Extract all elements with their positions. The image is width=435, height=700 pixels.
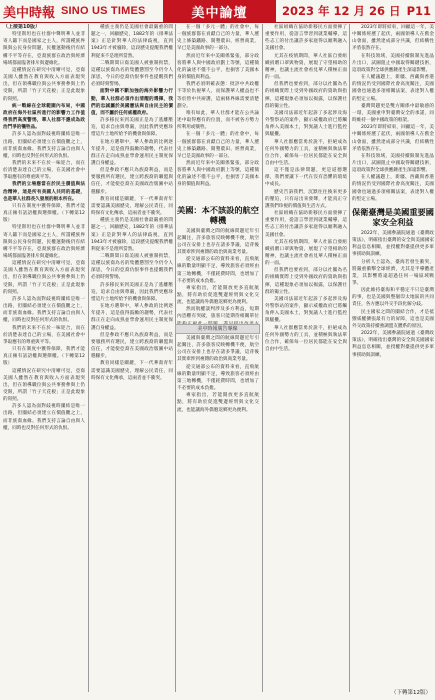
paragraph: 美國與臺灣之間的航線問題近年引起關注，許多旅客反映轉機不便，航空公司在安排上也存在諸多爭議，這背後其實牽涉到複雜的政治與商業考量。 [177, 335, 259, 363]
section-title: 美中論壇 [163, 0, 276, 22]
paragraph: 許多移民來到美國正是為了逃離壓迫，追求自由與尊嚴，因此我們更應珍惜這片土地所給予的機會與保障。 [91, 282, 173, 302]
paragraph: 只有在制度中獲得保障，我們才能真正擁有話語權與選擇權。（下轉第12版） [3, 347, 85, 367]
paragraph: 社區組織在協助新移民方面發揮了重要作用，從語言學習到就業輔導，這些志工的付出讓許多家庭得以順利融入美國社會。 [265, 25, 347, 52]
paragraph: 但我們也要看到，部分以社團為名的組織實際上受到外國政府的資助與指揮，這種現象必須加以揭露，以保護社群的獨立性。 [265, 82, 347, 109]
paragraph: 2023年即將結束，回顧這一年，美中關係經歷了起伏，兩國領導人在舊金山會面，雖然達成部分共識，但結構性矛盾依然存在。 [352, 25, 434, 52]
paragraph: 許多人認為面對歧視時團結是唯一出路，但團結必須建立在價值觀之上，而非族裔血緣。我們支持言論自由與人權，同時也反對任何形式的仇恨。 [3, 404, 85, 431]
paragraph: 我們必須明確表態：批評中共政權不等於仇視華人，而保護華人權益也不等於替中共辯護，這兩條界線需要清楚劃分。 [177, 82, 259, 109]
paragraph: 然而近年來中美關係緊張，部分政客將華人與中國政府劃上等號，這種簡化的論述不僅不公平，也損害了美國本身的價值與利益。 [177, 53, 259, 81]
article-column-5 [352, 24, 434, 692]
paragraph: 2022年，美國參議院通過《臺灣政策法》，明確指出臺灣的安全與美國國家利益息息相關，並授權對臺提供更多軍事援助與訓練。 [352, 331, 434, 358]
issue-date: 2023 年 12 月 26 日 [282, 4, 401, 18]
paragraph: 專家指出，若能開放更多直航航點，將有助於促進雙邊經貿與文化交流，也能讓海外僑胞返鄉更為便利。 [177, 393, 259, 413]
paragraph: 這種情況在研究中清晰可見，亞裔美國人雖然在教育與收入方面表現突出，但在領導職位與公共事務參與上仍受限，所謂「竹子天花板」正是此現象的寫照。 [3, 368, 85, 403]
paragraph: 特里斯坦也在社群中聲明華人並非寄人籬下而是國家之主人，所謂種族界限與公民身份問題，民權運動後仍有結構不平等存在，亞裔族群在政治與經濟場域都面臨著排斥與邊緣化。 [3, 225, 85, 259]
paragraph: 但是參政不應只為族裔利益，而是要服務所有選民，建立跨族裔的聯盟與信任，才能使亞裔在美國政治版圖中站穩腳步。 [91, 332, 173, 360]
paper-name-en: SINO US TIMES [61, 5, 146, 17]
column-rule [88, 24, 89, 692]
paragraph: 尤其在疫情期間，華人社區自發組織捐贈口罩與物資，展現了守望相助的精神，也讓主流社會看見華人積極正面的一面。 [265, 239, 347, 267]
article-column-4 [265, 24, 347, 692]
paragraph: 在人權議題上，新疆、西藏與香港的情況仍受到國際社會高度關注，美國國會也通過多項相關法案，表達對人權的堅定立場。 [352, 75, 434, 102]
paragraph: 2022年，美國參議院通過《臺灣政策法》，明確指出臺灣的安全與美國國家利益息息相關，並授權對臺提供更多軍事援助與訓練。 [352, 230, 434, 258]
column-rule [349, 24, 350, 692]
paragraph: 在地方選舉中，華人參政的比例逐年提升，這是值得鼓勵的趨勢，代表社群正在走向成熟並學會運用民主制度保護自身權益。 [91, 139, 173, 166]
paragraph: 然而近年來中美關係緊張，部分政客將華人與中國政府劃上等號，這種簡化的論述不僅不公平，也損害了美國本身的價值與利益。 [177, 160, 259, 188]
column-rule [262, 24, 263, 692]
paragraph: 在科技領域，美國持續限制先進晶片出口，試圖阻止中國取得關鍵技術，這項政策對全球供應鏈產生深遠影響。 [352, 53, 434, 73]
paragraph: 美國與臺灣之間的航線問題近年引起關注，許多旅客反映轉機不便，航空公司在安排上也存在諸多爭議，這背後其實牽涉到複雜的政治與商業考量。 [177, 228, 259, 256]
paragraph: 臺灣問題更是雙方關係中最敏感的一環，美國重申對臺灣安全的承諾，同時維持一個中國政策的框架。 [352, 103, 434, 124]
paragraph: 因此維持臺海和平穩定不只是臺灣的事，也是美國與整個印太地區的共同責任，各方應以外交手段化解分歧。 [352, 288, 434, 308]
paragraph: 華人社群應當勇於說不，拒絕成為任何外國勢力的工具，並積極與執法單位合作，確保每一位居民都能在安全與自由中生活。 [265, 325, 347, 353]
paragraph: 社區組織在協助新移民方面發揮了重要作用，從語言學習到就業輔導，這些志工的付出讓許多家庭得以順利融入美國社會。 [265, 211, 347, 238]
masthead-dateline [276, 0, 435, 22]
page-number: P11 [406, 4, 431, 18]
paragraph: 在人權議題上，新疆、西藏與香港的情況仍受到國際社會高度關注，美國國會也通過多項相關法案，表達對人權的堅定立場。 [352, 175, 434, 202]
paragraph: 二戰期間日裔美國人被強制拘禁，這種以族裔為名的集體懲罰至今仍令人深思，今日的亞裔仇恨事件也提醒我們必須時刻警惕。 [91, 60, 173, 88]
paragraph: 種族主義仍是美國社會最嚴重的問題之一，回顧歷史，1882年的《排華法案》正是針對華人的法律歧視，直到1943年才被廢除，這段歷史提醒我們權利從來不是理所當然。 [91, 218, 173, 252]
paragraph: 但我們也要看到，部分以社團為名的組織實際上受到外國政府的資助與指揮，這種現象必須加以揭露，以保護社群的獨立性。 [265, 268, 347, 295]
paragraph: 分析人士認為，臺海若發生衝突，將嚴重衝擊全球經濟，尤其是半導體產業，其影響將遠超過任何一場區域戰爭。 [352, 259, 434, 286]
paragraph: 從交通部公布的資料來看，直飛航線的數量明顯不足，導致旅客必須經由第三地轉機，不僅耗費時間，也增加了不必要的成本負擔。 [177, 257, 259, 284]
article-column-2 [91, 24, 173, 692]
paragraph: 2023年即將結束，回顧這一年，美中關係經歷了起伏，兩國領導人在舊金山會面，雖然達成部分共識，但結構性矛盾依然存在。 [352, 125, 434, 152]
paragraph: 在科技領域，美國持續限制先進晶片出口，試圖阻止中國取得關鍵技術，這項政策對全球供應鏈產生深遠影響。 [352, 153, 434, 174]
paragraph: 許多人認為面對歧視時團結是唯一出路，但團結必須建立在價值觀之上，而非族裔血緣。我們支持言論自由與人權，同時也反對任何形式的仇恨。 [3, 132, 85, 159]
paragraph: 這不僅是法律問題，更是道德選擇，我們要讓下一代在沒有恐懼的環境中成長。 [265, 168, 347, 188]
article-headline: 美國：本不該設的航空轉機 [177, 204, 259, 225]
article-headline: 保衛臺灣是美國重要國家安全利益 [352, 206, 434, 227]
article-column-1 [3, 24, 85, 692]
paragraph: 華人社群應當勇於說不，拒絕成為任何外國勢力的工具，並積極與執法單位合作，確保每一位居民都能在安全與自由中生活。 [265, 139, 347, 166]
paragraph: 這種情況在研究中清晰可見，亞裔美國人雖然在教育與收入方面表現突出，但在領導職位與公共事務參與上仍受限，所謂「竹子天花板」正是此現象的寫照。 [3, 261, 85, 295]
paragraph: 在一個「多元一體」的社會中，每一個族群都在貢獻自己的力量，華人歷史上修築鐵路、開墾農田、經營商業，早已是美國故事的一部分。 [177, 132, 259, 159]
paragraph: 美國司法部近年起訴了多起涉及海外警察站的案件，顯示威權政府已將觸角伸入美國本土，對異議人士進行監控與騷擾。 [265, 110, 347, 138]
continued-from-tag: （上接第10版） [3, 24, 40, 30]
paragraph: 從交通部公布的資料來看，直飛航線的數量明顯不足，導致旅客必須經由第三地轉機，不僅耗費時間，也增加了不必要的成本負擔。 [177, 364, 259, 392]
bold-paragraph: 面對中國不斷加強的海外影響力行動，華人社群必須作出清醒的選擇，我們的忠誠屬於美國憲法與自由民主的價值，而不屬於任何威權政府。 [91, 89, 173, 116]
paragraph: 民主國家之間的團結合作，才是抵禦威權擴張最有力的屏障，這也是美國外交政策持續強調盟友體系的原因。 [352, 309, 434, 329]
paragraph: 我們的未來不在於一味迎合，而在於清楚表達自己的立場，在美國社會中爭取應有的尊重與平等。 [3, 160, 85, 181]
paragraph: 教育同樣是關鍵，下一代華裔青年需要認識美國歷史，理解公民責任，同時保有文化傳承，這兩者並不衝突。 [91, 361, 173, 381]
paragraph: 專家指出，若能開放更多直航航點，將有助於促進雙邊經貿與文化交流，也能讓海外僑胞返鄉更為便利。 [177, 285, 259, 306]
masthead-brand[interactable] [0, 0, 163, 22]
paper-name-cn: 美中時報 [3, 5, 56, 21]
paragraph: 這種情況在研究中清晰可見，亞裔美國人雖然在教育與收入方面表現突出，但在領導職位與公共事務參與上仍受限，所謂「竹子天花板」正是此現象的寫照。 [3, 67, 85, 102]
paragraph: 二戰期間日裔美國人被強制拘禁，這種以族裔為名的集體懲罰至今仍令人深思，今日的亞裔仇恨事件也提醒我們必須時刻警惕。 [91, 254, 173, 281]
paragraph: 唯有如此，華人社群才能在公共論述中取得應有的位置，而不被各方勢力所利用或犧牲。 [177, 110, 259, 131]
paragraph: 只有在制度中獲得保障，我們才能真正擁有話語權與選擇權。（下轉第12版） [3, 203, 85, 224]
paragraph: 尤其在疫情期間，華人社區自發組織捐贈口罩與物資，展現了守望相助的精神，也讓主流社會看見華人積極正面的一面。 [265, 53, 347, 81]
paragraph: 種族主義仍是美國社會最嚴重的問題之一，回顧歷史，1882年的《排華法案》正是針對華人的法律歧視，直到1943年才被廢除，這段歷史提醒我們權利從來不是理所當然。 [91, 25, 173, 59]
paragraph: 美國司法部近年起訴了多起涉及海外警察站的案件，顯示威權政府已將觸角伸入美國本土，對異議人士進行監控與騷擾。 [265, 296, 347, 324]
paragraph: 在一個「多元一體」的社會中，每一個族群都在貢獻自己的力量，華人歷史上修築鐵路、開墾農田、經營商業，早已是美國故事的一部分。 [177, 25, 259, 52]
paragraph: 然而航權談判涉及多方利益，短期內恐難有突破，旅客只能期待相關單位 [177, 307, 259, 320]
paragraph: 在地方選舉中，華人參政的比例逐年提升，這是值得鼓勵的趨勢，代表社群正在走向成熟並學會運用民主制度保護自身權益。 [91, 304, 173, 331]
article-column-3 [177, 24, 259, 692]
paragraph: 但是參政不應只為族裔利益，而是要服務所有選民，建立跨族裔的聯盟與信任，才能使亞裔在美國政治版圖中站穩腳步。 [91, 168, 173, 195]
paragraph: 教育同樣是關鍵，下一代華裔青年需要認識美國歷史，理解公民責任，同時保有文化傳承，這兩者並不衝突。 [91, 196, 173, 217]
paragraph: 許多移民來到美國正是為了逃離壓迫，追求自由與尊嚴，因此我們更應珍惜這片土地所給予的機會與保障。 [91, 118, 173, 138]
column-rule [175, 24, 176, 692]
bold-paragraph: 我們的立場應當在於民主價值與法治精神，這是所有美國人共同的基礎，也是華人社群長久發展的根本所在。 [3, 182, 85, 202]
bold-paragraph: 統一戰線在全球範圍內布局，中國政府在海外社區所進行的影響力工作值得我們高度警惕，華人社群不應成為政治鬥爭的犧牲品。 [3, 103, 85, 131]
continued-on-tag: （下轉第12版） [391, 690, 431, 696]
paragraph: 我們的未來不在於一味迎合，而在於清楚表達自己的立場，在美國社會中爭取應有的尊重與平等。 [3, 325, 85, 345]
masthead [0, 0, 435, 23]
paragraph: 歷史告訴我們，沉默往往換來更多的壓迫，只有站出來發聲，才能真正守護我們珍視的價值與生活方式。 [265, 189, 347, 209]
paragraph: 許多人認為面對歧視時團結是唯一出路，但團結必須建立在價值觀之上，而非族裔血緣。我們支持言論自由與人權，同時也反對任何形式的仇恨。 [3, 296, 85, 324]
paragraph: 特里斯坦也在社群中聲明華人並非寄人籬下而是國家之主人，所謂種族界限與公民身份問題，民權運動後仍有結構不平等存在，亞裔族群在政治與經濟場域都面臨著排斥與邊緣化。 [3, 32, 85, 66]
ad-strip[interactable]: 美中時報廣告專線 [175, 324, 260, 334]
